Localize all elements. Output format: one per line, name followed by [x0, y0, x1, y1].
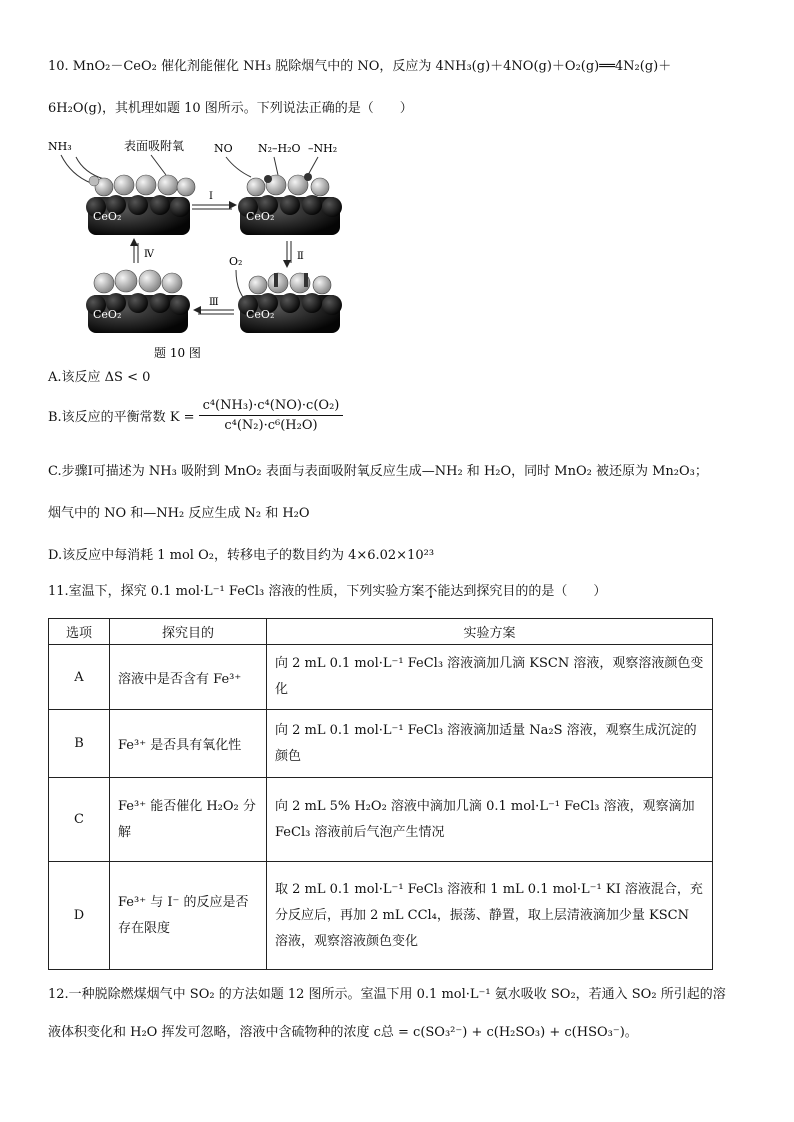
fraction-denominator: c⁴(N₂)·c⁶(H₂O) [224, 418, 318, 433]
row-plan: 向 2 mL 5% H₂O₂ 溶液中滴加几滴 0.1 mol·L⁻¹ FeCl₃ 溶液，观察滴加 FeCl₃ 溶液前后气泡产生情况 [267, 778, 713, 862]
option-b-prefix: B.该反应的平衡常数 K = [48, 410, 195, 425]
svg-text:Ⅳ: Ⅳ [144, 249, 154, 260]
row-aim: Fe³⁺ 是否具有氧化性 [110, 710, 267, 778]
table-row [49, 710, 713, 778]
row-option: D [49, 862, 110, 970]
nh2-label: –NH₂ [308, 142, 338, 155]
q12-stem-line2: 液体积变化和 H₂O 挥发可忽略，溶液中含硫物种的浓度 c总 = c(SO₃²⁻) + c(H₂SO₃) + c(HSO₃⁻)。 [48, 1025, 638, 1040]
row-aim: Fe³⁺ 能否催化 H₂O₂ 分解 [110, 778, 267, 862]
row-aim: 溶液中是否含有 Fe³⁺ [110, 645, 267, 710]
table-row [49, 862, 713, 970]
row-option: B [49, 710, 110, 778]
row-aim: Fe³⁺ 与 I⁻ 的反应是否存在限度 [110, 862, 267, 970]
svg-text:Ⅲ: Ⅲ [209, 297, 219, 308]
ceo2-label-4: CeO₂ [93, 308, 122, 321]
ceo2-label-2: CeO₂ [246, 210, 275, 223]
option-c-line1: C.步骤Ⅰ可描述为 NH₃ 吸附到 MnO₂ 表面与表面吸附氧反应生成—NH₂ 和 H₂O，同时 MnO₂ 被还原为 Mn₂O₃； [48, 464, 708, 479]
row-plan: 向 2 mL 0.1 mol·L⁻¹ FeCl₃ 溶液滴加几滴 KSCN 溶液，观察溶液颜色变化 [267, 645, 713, 710]
table-header-row [49, 619, 713, 645]
q12-stem-line1: 12.一种脱除燃煤烟气中 SO₂ 的方法如题 12 图所示。室温下用 0.1 mol·L⁻¹ 氨水吸收 SO₂，若通入 SO₂ 所引起的溶 [48, 987, 726, 1002]
table-row [49, 778, 713, 862]
fraction-numerator: c⁴(NH₃)·c⁴(NO)·c(O₂) [199, 398, 344, 416]
catalyst-block-3 [238, 273, 342, 333]
option-c-line2: 烟气中的 NO 和—NH₂ 反应生成 N₂ 和 H₂O [48, 506, 310, 521]
ceo2-label-1: CeO₂ [93, 210, 122, 223]
header-plan: 实验方案 [267, 619, 713, 645]
q11-stem [48, 582, 606, 602]
catalyst-block-4 [86, 270, 190, 333]
row-plan: 取 2 mL 0.1 mol·L⁻¹ FeCl₃ 溶液和 1 mL 0.1 mol·L⁻¹ KI 溶液混合，充分反应后，再加 2 mL CCl₄，振荡、静置，取上层清液滴加少量 KSCN 溶液，观察溶液颜色变化 [267, 862, 713, 970]
equilibrium-constant-fraction [199, 398, 344, 433]
q11-stem-end: 能达到探究目的的是（ ） [437, 584, 607, 599]
catalyst-block-2 [238, 173, 342, 235]
step-arrow-3 [194, 297, 234, 314]
step-arrow-2 [287, 241, 304, 267]
nh3-label: NH₃ [48, 140, 72, 153]
ceo2-label-3: CeO₂ [246, 308, 275, 321]
option-b [48, 398, 343, 433]
adsorbed-oxygen-label: 表面吸附氧 [124, 139, 185, 153]
step-arrow-1 [192, 191, 236, 209]
header-option: 选项 [49, 619, 110, 645]
option-d: D.该反应中每消耗 1 mol O₂，转移电子的数目约为 4×6.02×10²³ [48, 548, 435, 563]
option-a: A.该反应 ΔS < 0 [48, 370, 151, 385]
figure-caption: 题 10 图 [154, 346, 201, 360]
mechanism-figure [46, 135, 346, 360]
svg-text:Ⅰ: Ⅰ [209, 191, 213, 202]
step-arrow-4 [134, 239, 155, 263]
o2-label: O₂ [229, 255, 243, 268]
experiment-table [48, 618, 713, 970]
q11-stem-text: 11.室温下，探究 0.1 mol·L⁻¹ FeCl₃ 溶液的性质，下列实验方案 [48, 584, 425, 599]
catalyst-block-1 [86, 175, 195, 235]
q10-stem-line2: 6H₂O(g)，其机理如题 10 图所示。下列说法正确的是（ ） [48, 101, 413, 116]
row-option: A [49, 645, 110, 710]
table-row [49, 645, 713, 710]
header-aim: 探究目的 [110, 619, 267, 645]
q10-stem-line1: 10. MnO₂－CeO₂ 催化剂能催化 NH₃ 脱除烟气中的 NO，反应为 4NH₃(g)＋4NO(g)＋O₂(g)══4N₂(g)＋ [48, 59, 672, 74]
q11-stem-emphasis: 不 [424, 584, 438, 599]
svg-text:Ⅱ: Ⅱ [297, 251, 304, 262]
products-label: N₂–H₂O [258, 142, 301, 155]
no-label: NO [214, 142, 233, 155]
row-plan: 向 2 mL 0.1 mol·L⁻¹ FeCl₃ 溶液滴加适量 Na₂S 溶液，观察生成沉淀的颜色 [267, 710, 713, 778]
row-option: C [49, 778, 110, 862]
